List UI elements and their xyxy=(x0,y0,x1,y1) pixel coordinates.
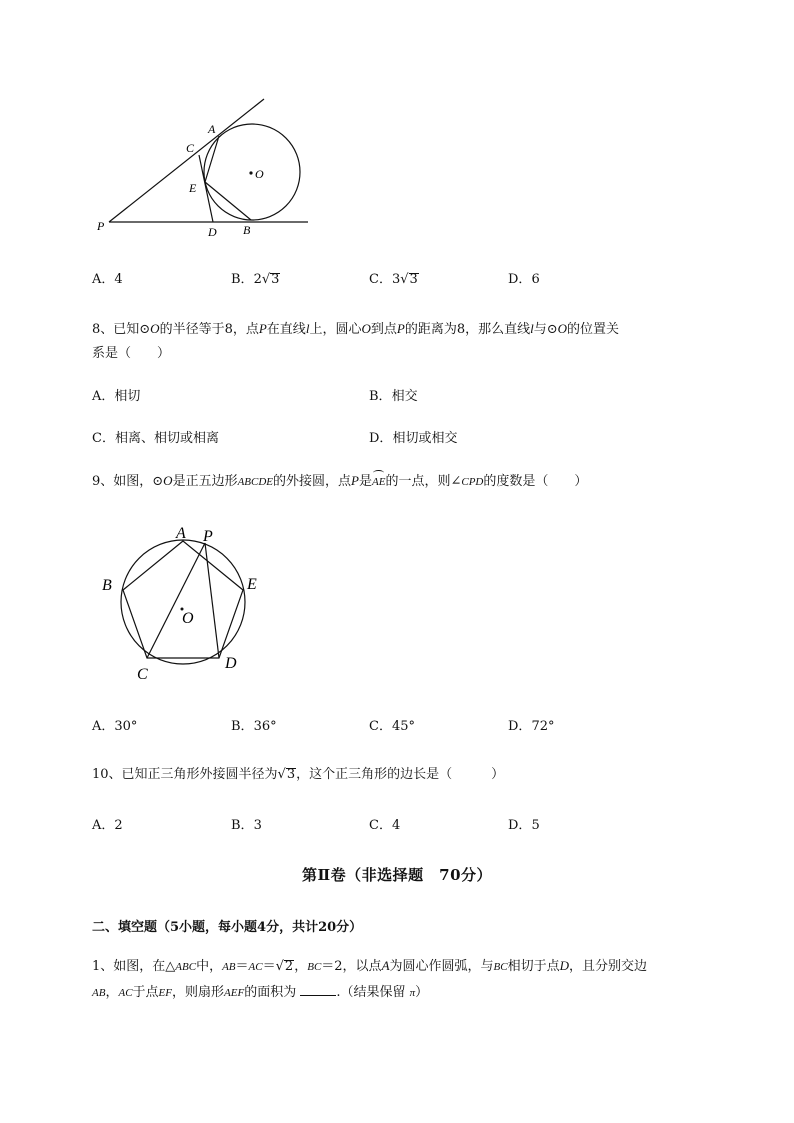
q8-stem-line1: 8、已知⊙O的半径等于8，点P在直线l上，圆心O到点P的距离为8，那么直线l与⊙O的位置关 xyxy=(92,321,620,337)
label-e: E xyxy=(247,576,257,593)
q10-option-b: B．3 xyxy=(231,818,262,833)
q9-option-b: B．36° xyxy=(231,719,277,734)
section-2-title: 二、填空题（5小题，每小题4分，共计20分） xyxy=(92,920,363,935)
circle-o xyxy=(121,540,245,664)
q7-option-c: C．3√3 xyxy=(369,272,418,287)
q8-stem-line2: 系是（ ） xyxy=(92,346,171,361)
label-o: O xyxy=(182,610,194,627)
q8-option-b: B．相交 xyxy=(369,389,418,404)
label-a: A xyxy=(176,525,186,542)
label-b: B xyxy=(102,577,112,594)
figure-pentagon-circle xyxy=(96,520,266,685)
q8-option-d: D．相切或相交 xyxy=(369,431,458,446)
label-c: C xyxy=(186,141,195,155)
label-a: A xyxy=(208,122,216,136)
label-e: E xyxy=(189,181,197,195)
answer-blank[interactable] xyxy=(300,995,336,996)
fq1-stem-line1: 1、如图，在△ABC中，AB＝AC＝√2，BC＝2，以点A为圆心作圆弧，与BC相切于点D，且分别交边 xyxy=(92,958,648,974)
part-2-title: 第Ⅱ卷（非选择题 70分） xyxy=(301,866,493,884)
label-d: D xyxy=(208,225,217,239)
label-d: D xyxy=(225,655,237,672)
q9-option-d: D．72° xyxy=(508,719,555,734)
q10-option-a: A．2 xyxy=(92,818,123,833)
q10-stem: 10、已知正三角形外接圆半径为√3，这个正三角形的边长是（ ） xyxy=(92,767,505,782)
q10-option-c: C．4 xyxy=(369,818,401,833)
label-p: P xyxy=(203,528,213,545)
q7-option-d: D．6 xyxy=(508,272,540,287)
label-b: B xyxy=(243,223,251,237)
label-c: C xyxy=(137,666,148,683)
q8-option-c: C．相离、相切或相离 xyxy=(92,431,219,446)
figure-tangent-circle xyxy=(90,92,320,242)
q9-stem: 9、如图，⊙O是正五边形ABCDE的外接圆，点P是AE的一点，则∠CPD的度数是（ ） xyxy=(92,473,588,489)
q7-option-a: A．4 xyxy=(92,272,123,287)
q10-option-d: D．5 xyxy=(508,818,540,833)
label-o: O xyxy=(255,167,264,181)
q8-option-a: A．相切 xyxy=(92,389,141,404)
q9-option-a: A．30° xyxy=(92,719,138,734)
line-pa xyxy=(109,99,264,222)
fq1-stem-line2: AB，AC于点EF，则扇形AEF的面积为 .（结果保留 π） xyxy=(92,985,429,1000)
q7-option-b: B．2√3 xyxy=(231,272,280,287)
label-p: P xyxy=(97,219,105,233)
q9-option-c: C．45° xyxy=(369,719,415,734)
